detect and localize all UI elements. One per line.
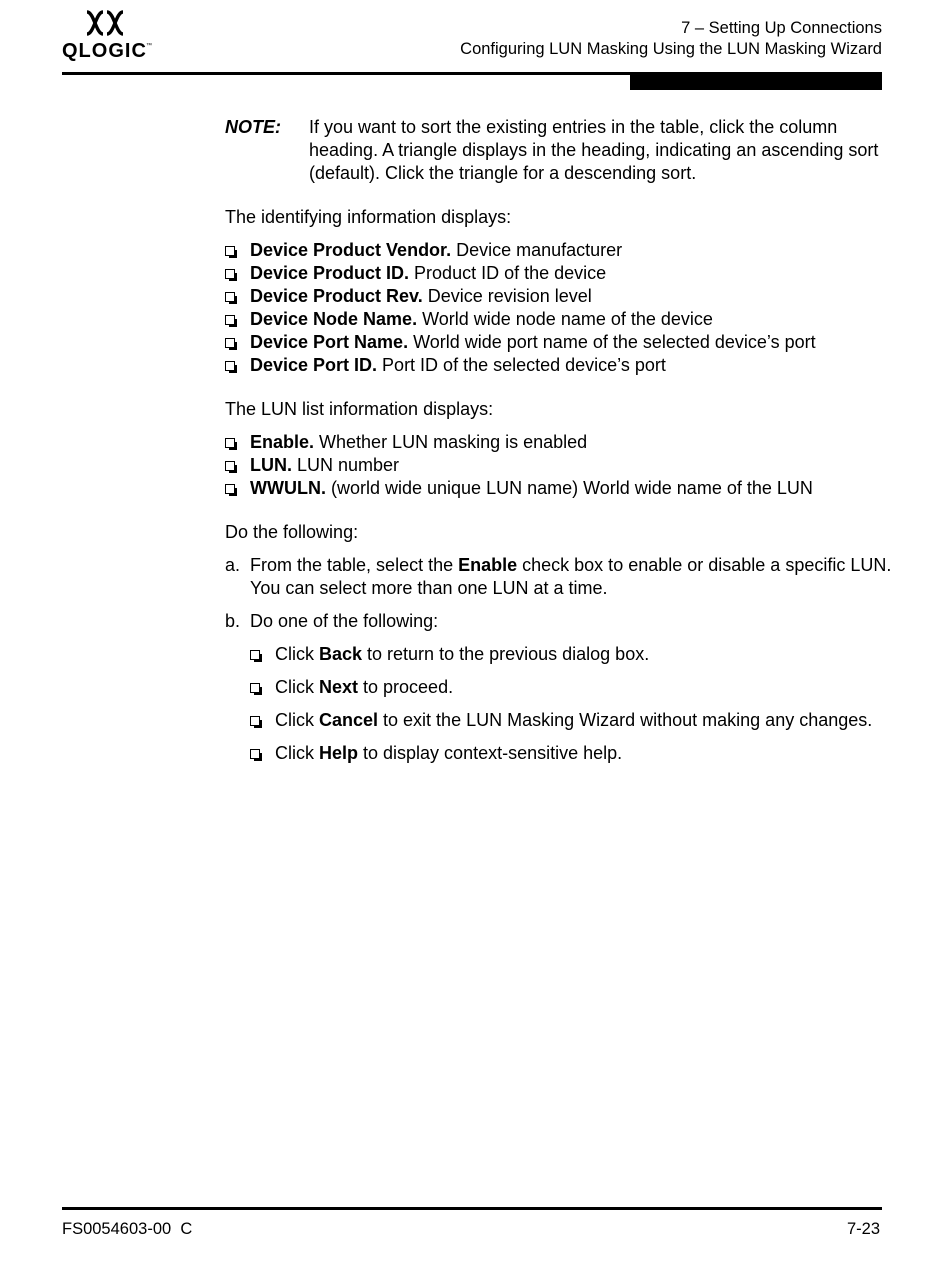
list-item-desc: Product ID of the device bbox=[409, 263, 607, 283]
list-item bbox=[250, 742, 895, 765]
list-item-term: Device Product ID. bbox=[250, 263, 410, 283]
list-item-desc: (world wide unique LUN name) World wide name of the LUN bbox=[325, 478, 813, 498]
note-text: If you want to sort the existing entries in the table, click the column heading. A triangle displays in the heading, indicating an ascending sort (default). Click the triangle for a descending sort. bbox=[309, 117, 879, 183]
step-letter: b. bbox=[225, 611, 241, 631]
step-text: From the table, select the bbox=[250, 555, 459, 575]
list-item bbox=[225, 331, 895, 354]
list-item-term: LUN. bbox=[250, 455, 292, 475]
option-text: to proceed. bbox=[358, 677, 454, 697]
running-header-section: Configuring LUN Masking Using the LUN Masking Wizard bbox=[460, 40, 882, 58]
list-item bbox=[225, 308, 895, 331]
footer-doc-number: FS0054603-00 C bbox=[62, 1220, 193, 1238]
step-text: Do one of the following: bbox=[250, 611, 439, 631]
list-item bbox=[250, 676, 895, 699]
list-item-desc: LUN number bbox=[292, 455, 400, 475]
step-keyword: Enable bbox=[458, 555, 518, 575]
running-header-chapter: 7 – Setting Up Connections bbox=[681, 19, 882, 37]
box-bullet-icon bbox=[250, 650, 260, 660]
footer-page-number: 7-23 bbox=[846, 1220, 880, 1238]
list-item-term: WWULN. bbox=[250, 478, 326, 498]
box-bullet-icon bbox=[225, 438, 235, 448]
list-item-desc: Port ID of the selected device’s port bbox=[377, 355, 666, 375]
list-item bbox=[225, 262, 895, 285]
logo-wordmark: QLOGIC bbox=[62, 40, 147, 62]
box-bullet-icon bbox=[225, 484, 235, 494]
box-bullet-icon bbox=[225, 361, 235, 371]
note-block bbox=[225, 116, 895, 185]
qlogic-logo bbox=[62, 10, 152, 62]
list-item-term: Enable. bbox=[250, 432, 315, 452]
box-bullet-icon bbox=[225, 315, 235, 325]
box-bullet-icon bbox=[225, 292, 235, 302]
list-item-desc: Device manufacturer bbox=[451, 240, 623, 260]
header-tab-bar bbox=[630, 75, 882, 90]
logo-trademark: ™ bbox=[146, 43, 152, 49]
option-text: to return to the previous dialog box. bbox=[362, 644, 650, 664]
option-keyword: Cancel bbox=[319, 710, 379, 730]
box-bullet-icon bbox=[250, 749, 260, 759]
procedure-intro: Do the following: bbox=[225, 522, 359, 542]
step-a bbox=[225, 554, 895, 600]
option-keyword: Help bbox=[319, 743, 359, 763]
option-text: to exit the LUN Masking Wizard without making any changes. bbox=[378, 710, 873, 730]
list-item bbox=[250, 709, 895, 732]
list-item-term: Device Product Vendor. bbox=[250, 240, 452, 260]
option-text: Click bbox=[275, 743, 319, 763]
option-text: Click bbox=[275, 710, 319, 730]
list-item-term: Device Product Rev. bbox=[250, 286, 423, 306]
option-text: to display context-sensitive help. bbox=[358, 743, 623, 763]
list-item bbox=[225, 285, 895, 308]
list-item bbox=[250, 643, 895, 666]
procedure-steps bbox=[225, 554, 895, 765]
step-letter: a. bbox=[225, 555, 241, 575]
list-item-desc: Device revision level bbox=[422, 286, 592, 306]
note-label: NOTE: bbox=[225, 117, 281, 137]
box-bullet-icon bbox=[225, 246, 235, 256]
box-bullet-icon bbox=[225, 338, 235, 348]
step-text: check box to enable or disable a specific LUN. You can select more than one LUN at a time. bbox=[250, 555, 892, 598]
list-item bbox=[225, 431, 895, 454]
lun-list bbox=[225, 431, 895, 500]
identifying-intro: The identifying information displays: bbox=[225, 207, 512, 227]
footer-rule bbox=[62, 1207, 882, 1210]
identifying-list bbox=[225, 239, 895, 377]
list-item-desc: World wide node name of the device bbox=[417, 309, 713, 329]
list-item-term: Device Port Name. bbox=[250, 332, 409, 352]
option-keyword: Back bbox=[319, 644, 363, 664]
list-item-term: Device Node Name. bbox=[250, 309, 418, 329]
list-item bbox=[225, 239, 895, 262]
list-item-desc: Whether LUN masking is enabled bbox=[314, 432, 588, 452]
box-bullet-icon bbox=[225, 461, 235, 471]
box-bullet-icon bbox=[250, 683, 260, 693]
list-item-term: Device Port ID. bbox=[250, 355, 378, 375]
option-keyword: Next bbox=[319, 677, 359, 697]
list-item-desc: World wide port name of the selected device’s port bbox=[408, 332, 816, 352]
step-b-options bbox=[250, 643, 895, 765]
lun-list-intro: The LUN list information displays: bbox=[225, 399, 494, 419]
box-bullet-icon bbox=[250, 716, 260, 726]
list-item bbox=[225, 354, 895, 377]
option-text: Click bbox=[275, 677, 319, 697]
step-b bbox=[225, 610, 895, 765]
option-text: Click bbox=[275, 644, 319, 664]
page-body bbox=[225, 116, 895, 775]
list-item bbox=[225, 454, 895, 477]
qlogic-logo-mark-icon bbox=[84, 10, 126, 36]
box-bullet-icon bbox=[225, 269, 235, 279]
list-item bbox=[225, 477, 895, 500]
